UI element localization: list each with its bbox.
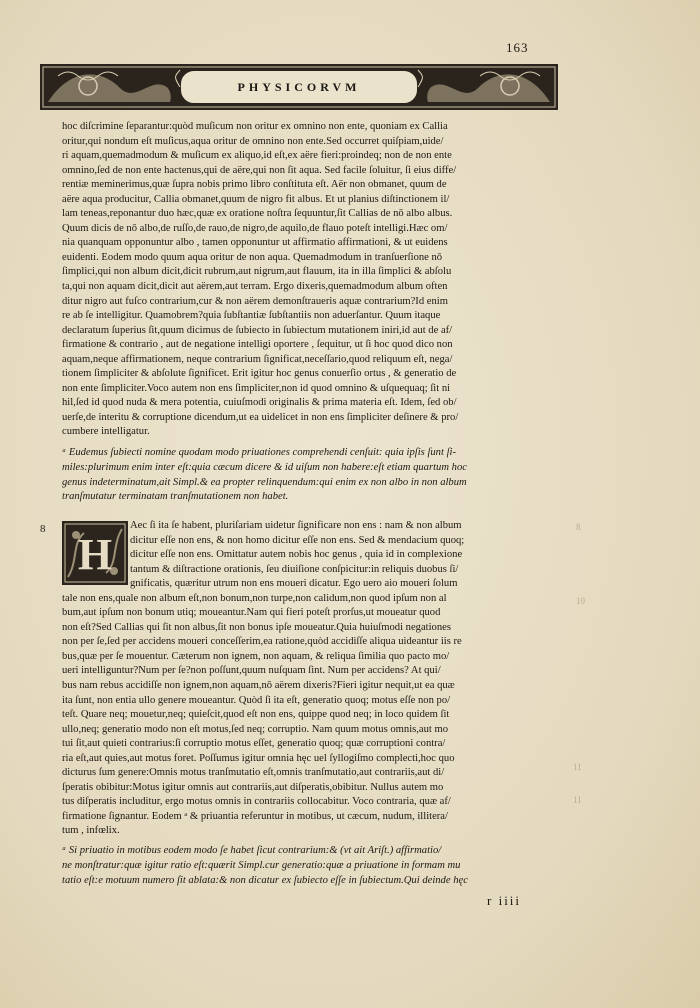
text-line: aëre aqua producitur, Callia obmanet,quum de nigro fit albus. Et ut planius diſtinctionem il/ xyxy=(62,193,450,205)
note-line: ne monſtratur:quæ igitur ratio eſt:quærit Simpl.cur generatio:quæ a priuatione in formam mu xyxy=(62,860,461,871)
main-text-block-2 xyxy=(62,519,554,839)
margin-bleed-mark: 11 xyxy=(573,762,582,772)
text-line: bus,quæ per ſe mouentur. Cæterum non ignem, non aquam, & reliqua ſimilia quo pacto mo/ xyxy=(62,650,450,662)
text-line: non per ſe,ſed per accidens moueri conceſſerim,ea ratione,quòd accidiſſe aliqua uideantur iis re xyxy=(62,636,462,648)
text-line: firmatione & contrario , aut de negatione intelligi oportere , ſequitur, ut ſi hoc quod dico non xyxy=(62,339,453,351)
text-line: dicitur eſſe non ens, & non homo dicitur eſſe non ens. Sed & mendacium quoq; xyxy=(130,534,465,546)
note-line: tranſmutatur terminatam tranſmutationem non habet. xyxy=(62,491,289,503)
text-line: ditur nigro aut fuſco contrarium,cur & non aërem demonſtraueris aquæ contrarium?Id enim xyxy=(62,295,448,307)
text-line: tui ſit,aut quieti contrarius:ſi corruptio motus eſſet, generatio quoq; quæ corruptioni contra/ xyxy=(62,738,446,750)
text-line: rentiæ meminerimus,quæ ſupra nobis primo libro conſtituta eſt. Aër non obmanet, quum de xyxy=(62,179,447,191)
text-line: tionem ſimpliciter & abſolute ſignificet. Erit igitur hoc genus conuerſio ortus , & generatio de xyxy=(62,368,457,380)
annotation-note-b xyxy=(62,843,554,888)
note-line: tatio eſt:e motuum numero ſit ablata:& non dicatur ex ſubiecto eſſe in ſubiectum.Qui deinde hęc xyxy=(62,875,468,886)
drop-cap-letter: H xyxy=(77,530,113,579)
text-line: lam teneas,reponantur duo hæc,quæ ex oratione noſtra ſequuntur,ſit Callias de nō albo albus. xyxy=(62,208,453,220)
text-line: ueri intelliguntur?Num per ſe?non poſſunt,quum nuſquam ſint. Num per accidens? At qui/ xyxy=(62,665,441,677)
page-number: 163 xyxy=(506,40,529,55)
section-number: 8 xyxy=(40,523,46,535)
text-line: dicitur eſſe non ens. Omittatur autem nobis hoc genus , quia id in complexione xyxy=(130,549,463,561)
text-line: ullo,neq; generatio modo non eſt motus,ſed neq; corruptio. Nam quum motus omnis,aut mo xyxy=(62,723,449,735)
text-line: ta,qui non aquam dicit,dicit aut aërem,aut terram. Ergo dixeris,quemadmodum album often xyxy=(62,281,448,293)
text-line: uerſe,de interitu & corruptione dicendum,ut ea uidelicet in non ens ſimpliciter deſinere & pro/ xyxy=(62,411,459,423)
main-text-block xyxy=(62,120,554,440)
note-line: miles:plurimum enim inter eſt:quia cæcum dicere & id uiſum non habere:eſt etiam quartum hoc xyxy=(62,461,467,473)
text-line: ria eſt,aut quies,aut motus foret. Poſſumus igitur omnia hęc uel ſyllogiſmo complecti,hoc quo xyxy=(62,752,455,764)
text-line: Aec ſi ita ſe habent, pluriſariam uidetur ſignificare non ens : nam & non album xyxy=(130,520,462,531)
text-line: euidenti. Eodem modo quum aqua oritur de non aqua. Quemadmodum in tranſuerſione nō xyxy=(62,251,443,263)
text-line: cumbere intelligatur. xyxy=(62,426,150,438)
note-line: ᵃ Si priuatio in motibus eodem modo ſe habet ſicut contrarium:& (vt ait Ariſt.) affirmatio/ xyxy=(62,845,442,856)
text-line: ſperatis obibitur:Motus igitur omnis aut contrariis,aut diſperatis,obibitur. Nullus autem mo xyxy=(62,781,444,793)
text-line: dicturus ſum genere:Omnis motus tranſmutatio eſt,omnis tranſmutatio,aut contrariis,aut di/ xyxy=(62,767,445,779)
text-line: teſt. Quare neq; mouetur,neq; quieſcit,quod eſt non ens, quippe quod neq; in loco quidem ſit xyxy=(62,709,450,721)
text-line: declaratum ſuperius ſit,quum dicimus de ſubiecto in ſubiectum mutationem iniri,id aut de af/ xyxy=(62,324,453,336)
note-line: ᵃ Eudemus ſubiecti nomine quodam modo priuationes comprehendi cenſuit: quia ipſis ſunt ſi- xyxy=(62,447,456,458)
gathering-signature: r iiii xyxy=(487,893,522,908)
text-line: non ente ſimpliciter.Voco autem non ens ſimpliciter,non id quod omnino & uſquequaq; ſit ni xyxy=(62,382,451,394)
text-line: ri aquam,quemadmodum & muſicum ex aliquo,id eſt,ex aëre fieri:proindeq; non de non ente xyxy=(62,150,452,162)
annotation-note-a xyxy=(62,446,554,505)
text-line: nia quanquam opponuntur albo , tamen opponuntur ut affirmatio affirmationi, & ut euidens xyxy=(62,237,448,249)
margin-bleed-mark: 10 xyxy=(576,596,585,606)
text-line: bum,aut ipſum non bonum utiq; moueantur.Nam qui fieri poteſt prorſus,ut moueatur quod xyxy=(62,607,441,619)
margin-bleed-mark: 11 xyxy=(573,795,582,805)
text-line: re ab ſe intelligitur. Quamobrem?quia ſubſtantiæ ſubſtantiis non aduerſantur. Quum itaque xyxy=(62,310,441,322)
text-line: hoc diſcrimine ſeparantur:quòd muſicum non oritur ex omnino non ente, quoniam ex Callia xyxy=(62,121,448,132)
text-line: ita ſunt, non entia ullo genere moueantur. Quòd ſi ita eſt, generatio quoq; motus eſſe non po/ xyxy=(62,694,451,706)
text-line: ſimplici,qui non album dicit,dicit rubrum,aut nigrum,aut flauum, ita in illa ſimplici & abſolu xyxy=(62,266,452,278)
text-line: aquam,neque affirmationem, neque contrarium ſignificat,neceſſario,quod reliquum eſt, nega/ xyxy=(62,353,453,365)
text-line: tale non ens,quale non album eſt,non bonum,non turpe,non calidum,non quod ipſum non al xyxy=(62,592,447,604)
note-line: genus indeterminatum,ait Simpl.& ea propter relinquendum:qui enim ex non albo in non album xyxy=(62,476,467,488)
ornamental-headpiece xyxy=(40,58,558,116)
margin-bleed-mark: 8 xyxy=(576,522,581,532)
running-title: PHYSICORVM xyxy=(237,80,361,94)
text-line: hil,ſed id quod nuda & mera potentia, cuiuſmodi originalis & prima materia eſt. Idem, ſed ob/ xyxy=(62,397,457,409)
text-line: firmatione ſignantur. Eodem ᵃ & priuantia referuntur in motibus, ut cæcum, nudum, illitera/ xyxy=(62,810,448,822)
text-line: bus nam rebus accidiſſe non ignem,non aquam,nō aërem dixeris?Fieri igitur nequit,ut ea quæ xyxy=(62,680,455,692)
text-line: omnino,ſed de non ente hactenus,qui de aëre,qui non ſit aqua. Sed facile ſoluitur, ſi eius diffe/ xyxy=(62,164,457,176)
text-line: Quum dicis de nō albo,de ruſſo,de rauo,de nigro,de aquilo,de flauo poteſt intelligi.Hæc om/ xyxy=(62,222,448,234)
text-line: oritur,qui nondum eſt muſicus,aqua oritur de omnino non ente.Sed occurret quiſpiam,uide/ xyxy=(62,135,444,147)
text-line: gnificatis, quæritur utrum non ens moueri dicatur. Ego uero aio moueri ſolum xyxy=(130,578,458,590)
text-line: non eſt?Sed Callias qui ſit non albus,ſit non bonus ipſe moueatur.Quia huiuſmodi negationes xyxy=(62,621,451,633)
text-line: tantum & diſtractione orationis, ſeu diuiſione conſpicitur:in reliquis duobus ſi/ xyxy=(130,563,459,575)
text-line: tum , infœlix. xyxy=(62,825,120,837)
text-line: tus diſperatis includitur, ergo motus omnis in contrariis collocabitur. Voco contraria, quæ af/ xyxy=(62,796,451,808)
